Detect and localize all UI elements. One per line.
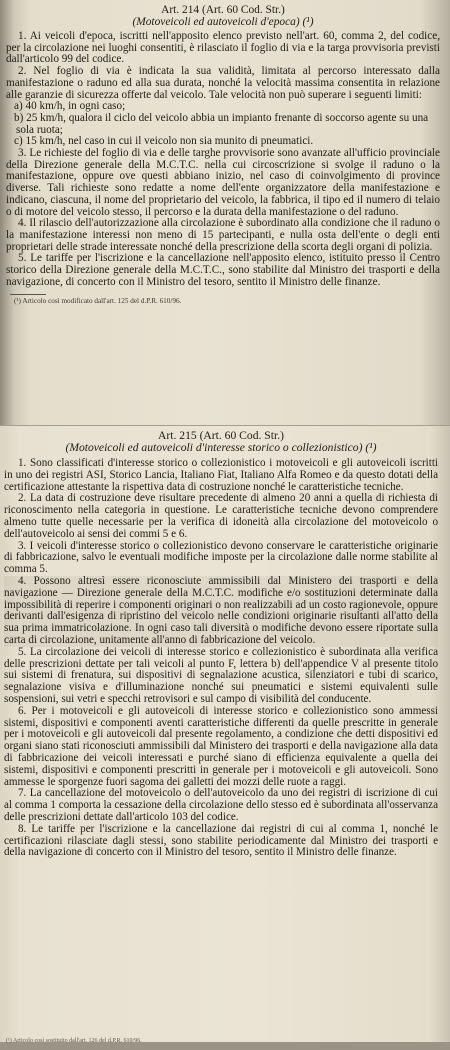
article-215-subtitle: (Motoveicoli ed autoveicoli d'interesse storico o collezionistico) (¹) bbox=[65, 441, 377, 454]
article-215-paragraph-3: 3. I veicoli d'interesse storico o collezionistico devono conservare le caratteristiche originarie di fabbricazione, salvo le eventuali modifiche imposte per la circolazione dalle norme stabilite al comma 5. bbox=[4, 539, 438, 576]
article-214-subtitle: (Motoveicoli ed autoveicoli d'epoca) (¹) bbox=[132, 16, 314, 28]
article-215 bbox=[0, 425, 450, 1050]
article-215-paragraph-6: 6. Per i motoveicoli e gli autoveicoli di interesse storico e collezionistico sono ammessi sistemi, dispositivi e componenti aventi caratteristiche differenti da quelle prescritte in generale per i motoveicoli e gli autoveicoli dal presente regolamento, a condizione che detti dispositivi ed organi siano stati riconosciuti ammissibili dal Ministero dei trasporti e della navigazione alla data di fabbricazione dei veicoli interessati e purché siano di efficienza equivalente a quella dei sistemi, dispositivi e componenti prescritti in generale per i motoveicoli e gli autoveicoli. Sono ammesse le sporgenze fuori sagoma dei galletti dei mozzi delle ruote a raggi. bbox=[4, 704, 438, 788]
article-214-paragraph-5: 5. Le tariffe per l'iscrizione e la cancellazione nell'apposito elenco, istituito presso il Centro storico della Direzione generale della M.C.T.C., sono stabilite dal Ministro dei trasporti e della navigazione, di concerto con il Ministro del tesoro, sentito il Ministro delle finanze. bbox=[6, 252, 440, 288]
article-215-paragraph-4: 4. Possono altresì essere riconosciute ammissibili dal Ministero dei trasporti e della navigazione — Direzione generale della M.C.T.C. modifiche e/o sostituzioni determinate dalla impossibilità di reperire i componenti originari o non realizzabili ad un costo ragionevole, oppure derivanti dall'esigenza di ripristino del veicolo nelle condizioni originarie risultanti all'atto della sua prima immatricolazione. In ogni caso tali diversità o modifiche devono essere riportate sulla carta di circolazione, unitamente all'anno di fabbricazione del veicolo. bbox=[4, 574, 438, 646]
article-215-footnote-cut: (¹) Articolo così sostituito dall'art. 126 del d.P.R. 610/96. bbox=[6, 1038, 142, 1044]
footnote-divider bbox=[10, 294, 46, 295]
article-214-title: Art. 214 (Art. 60 Cod. Str.) bbox=[161, 4, 285, 16]
article-215-paragraph-8: 8. Le tariffe per l'iscrizione e la cancellazione dai registri di cui al comma 1, nonché le certificazioni rilasciate dagli stessi, sono stabilite periodicamente dal Ministro dei trasporti e della navigazione di concerto con il Ministro del tesoro, sentito il Ministro delle finanze. bbox=[4, 822, 438, 859]
article-214-item-a: a) 40 km/h, in ogni caso; bbox=[14, 100, 126, 113]
article-214 bbox=[0, 0, 450, 425]
article-215-paragraph-5: 5. La circolazione dei veicoli di interesse storico e collezionistico è subordinata alla verifica delle prescrizioni dettate per tali veicoli al punto F, lettera b) dell'appendice V al presente titolo sui sistemi di frenatura, sui dispositivi di segnalazione acustica, silenziatori e tubi di scarico, segnalazione visiva e d'illuminazione nonché sui pneumatici e sistemi equivalenti sulle sospensioni, sui vetri e specchi retrovisori e sul campo di visibilità del conducente. bbox=[4, 645, 438, 705]
article-214-paragraph-1: 1. Ai veicoli d'epoca, iscritti nell'apposito elenco previsto nell'art. 60, comma 2, del codice, per la circolazione nei luoghi consentiti, è rilasciato il foglio di via e la targa provvisoria previsti dall'articolo 99 del codice. bbox=[6, 30, 440, 66]
article-214-paragraph-3: 3. Le richieste del foglio di via e delle targhe provvisorie sono avanzate all'ufficio provinciale della Direzione generale della M.C.T.C. nella cui circoscrizione si svolge il raduno o la manifestazione, oppure ove questi abbiano inizio, nel caso di coinvolgimento di province diverse. Tali richieste sono redatte a nome dell'ente organizzatore della manifestazione e indicano, ciascuna, il nome del proprietario del veicolo, la fabbrica, il tipo ed il numero di telaio o di motore del veicolo stesso, il percorso e la durata della manifestazione o del raduno. bbox=[6, 147, 440, 218]
article-214-item-c: c) 15 km/h, nel caso in cui il veicolo non sia munito di pneumatici. bbox=[14, 135, 314, 148]
article-215-title: Art. 215 (Art. 60 Cod. Str.) bbox=[158, 429, 284, 442]
article-214-paragraph-2: 2. Nel foglio di via è indicata la sua validità, limitata al percorso interessato dalla manifestazione o raduno ed alla sua durata, nonché la velocità massima consentita in relazione alle garanzie di sicurezza offerte dal veicolo. Tale velocità non può superare i seguenti limiti: bbox=[6, 65, 440, 101]
article-215-paragraph-7: 7. La cancellazione del motoveicolo o dell'autoveicolo da uno dei registri di iscrizione di cui al comma 1 comporta la cessazione della circolazione dello stesso ed è subordinata all'osservanza delle prescrizioni dettate dall'articolo 103 del codice. bbox=[4, 787, 438, 823]
article-214-footnote: (¹) Articolo così modificato dall'art. 125 del d.P.R. 610/96. bbox=[14, 297, 182, 306]
article-214-paragraph-4: 4. Il rilascio dell'autorizzazione alla circolazione è subordinato alla condizione che il raduno o la manifestazione interessi non meno di 15 partecipanti, e nulla osta dell'ente o degli enti proprietari delle strade interessate nonché della prescrizione della scorta degli organi di polizia. bbox=[6, 217, 440, 253]
article-215-paragraph-2: 2. La data di costruzione deve risultare precedente di almeno 20 anni a quella di richiesta di riconoscimento nella categoria in questione. Le caratteristiche tecniche devono comprendere almeno tutte quelle necessarie per la verifica di idoneità alla circolazione del motoveicolo o dell'autoveicolo ai sensi dei commi 5 e 6. bbox=[4, 492, 438, 540]
article-215-paragraph-1: 1. Sono classificati d'interesse storico o collezionistico i motoveicoli e gli autoveicoli iscritti in uno dei registri ASI, Storico Lancia, Italiano Fiat, Italiano Alfa Romeo e da questo dotati della certificazione attestante la rispettiva data di costruzione nonché le caratteristiche tecniche. bbox=[4, 457, 438, 493]
article-214-item-b: b) 25 km/h, qualora il ciclo del veicolo abbia un impianto frenante di soccorso agente su una sola ruota; bbox=[14, 111, 429, 136]
